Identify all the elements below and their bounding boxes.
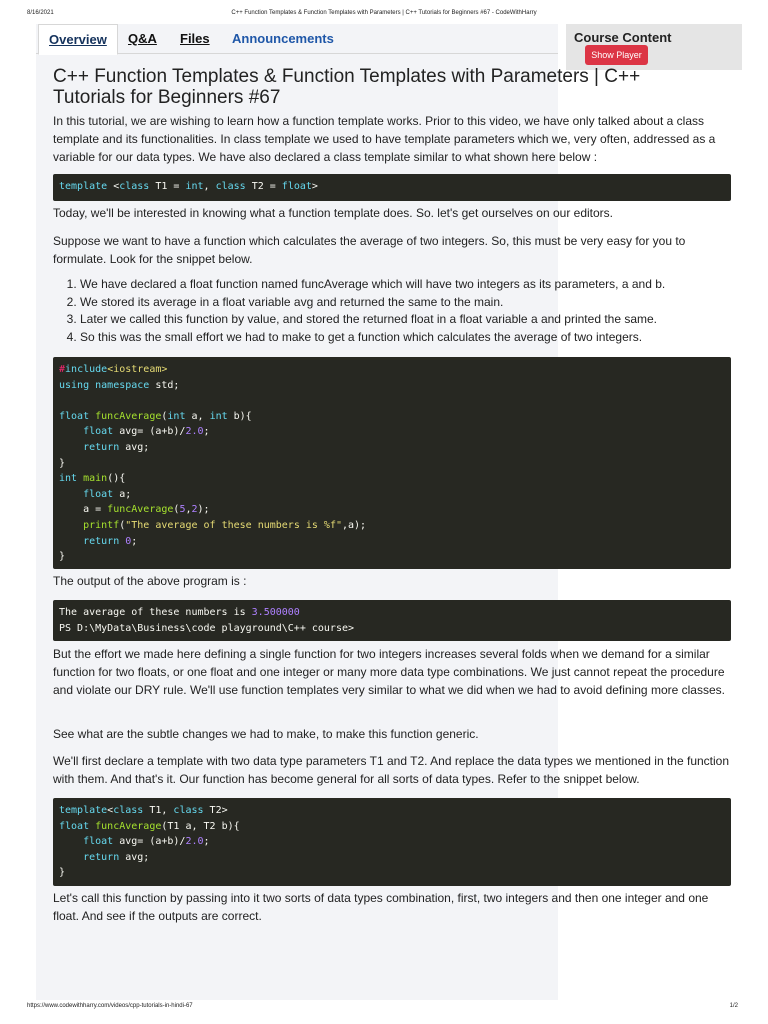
print-header <box>0 10 768 22</box>
list-item: 4. So this was the small effort we had to make to get a function which calculates the average of two integers. <box>80 329 665 347</box>
steps-list <box>62 276 665 346</box>
code-block-template-decl: template <class T1 = int, class T2 = float> <box>53 174 731 201</box>
course-content-heading: Course Content <box>574 30 672 45</box>
code-block-program: #include<iostream> using namespace std; float funcAverage(int a, int b){ float avg= (a+b)/2.0; return avg; } int main(){ float a; a = funcAverage(5,2); printf("The average of these numbers is %f",a); return 0; } <box>53 357 731 569</box>
code-block-generic: template<class T1, class T2> float funcAverage(T1 a, T2 b){ float avg= (a+b)/2.0; return avg; } <box>53 798 731 886</box>
show-player-button[interactable]: Show Player <box>585 45 648 65</box>
tab-overview[interactable] <box>38 24 118 55</box>
list-item: 1. We have declared a float function named funcAverage which will have two integers as its parameters, a and b. <box>80 276 665 294</box>
article-paragraph-suppose: Suppose we want to have a function which calculates the average of two integers. So, this must be very easy for you to formulate. Look for the snippet below. <box>53 234 686 266</box>
code-block-output: The average of these numbers is 3.500000 PS D:\MyData\Business\code playground\C++ course> <box>53 600 731 641</box>
tab-files-label: Files <box>180 31 210 46</box>
list-item: 2. We stored its average in a float variable avg and returned the same to the main. <box>80 294 665 312</box>
article-paragraph-output-intro: The output of the above program is : <box>53 574 247 588</box>
article-paragraph-call: Let's call this function by passing into it two sorts of data types combination, first, two integers and then one integer and one float. And see if the outputs are correct. <box>53 891 709 923</box>
article-paragraph-intro: In this tutorial, we are wishing to learn how a function template works. Prior to this video, we have only talked about a class template and its functionalities. In class template we used to have template parameters which we, very often, addressed as a variable for our data types. We have also declared a class template similar to what shown here below : <box>53 114 716 164</box>
article-title: C++ Function Templates & Function Templates with Parameters | C++ Tutorials for Beginners #67 <box>53 66 641 108</box>
tab-qa[interactable] <box>128 24 157 54</box>
course-content-sidebar <box>566 24 742 70</box>
tab-overview-label: Overview <box>49 32 107 47</box>
article-paragraph-editors: Today, we'll be interested in knowing what a function template does. So. let's get ourselves on our editors. <box>53 206 614 220</box>
article <box>53 66 732 108</box>
article-paragraph-effort: But the effort we made here defining a single function for two integers increases several folds when we demand for a similar function for two floats, or one float and one integer or many more data type combinations. We just cannot repeat the procedure and violate our DRY rule. We'll use function templates very similar to what we did when we had to avoid defining more classes. <box>53 647 725 697</box>
print-page-number: 1/2 <box>729 1003 738 1009</box>
list-item: 3. Later we called this function by value, and stored the returned float in a float variable a and printed the same. <box>80 311 665 329</box>
print-url: https://www.codewithharry.com/videos/cpp-tutorials-in-hindi-67 <box>27 1003 193 1009</box>
tab-announcements-label: Announcements <box>232 31 334 46</box>
tab-qa-label: Q&A <box>128 31 157 46</box>
article-paragraph-subtle: See what are the subtle changes we had to make, to make this function generic. <box>53 727 479 741</box>
tab-files[interactable] <box>180 24 210 54</box>
print-doc-title: C++ Function Templates & Function Templates with Parameters | C++ Tutorials for Beginners #67 - CodeWithHarry <box>231 10 537 16</box>
tab-bar <box>36 24 558 54</box>
article-paragraph-declare: We'll first declare a template with two data type parameters T1 and T2. And replace the data types we mentioned in the function with them. And that's it. Our function has become general for all sorts of data types. Refer to the snippet below. <box>53 754 730 786</box>
tab-announcements[interactable] <box>232 24 334 54</box>
print-date: 8/16/2021 <box>27 10 54 16</box>
